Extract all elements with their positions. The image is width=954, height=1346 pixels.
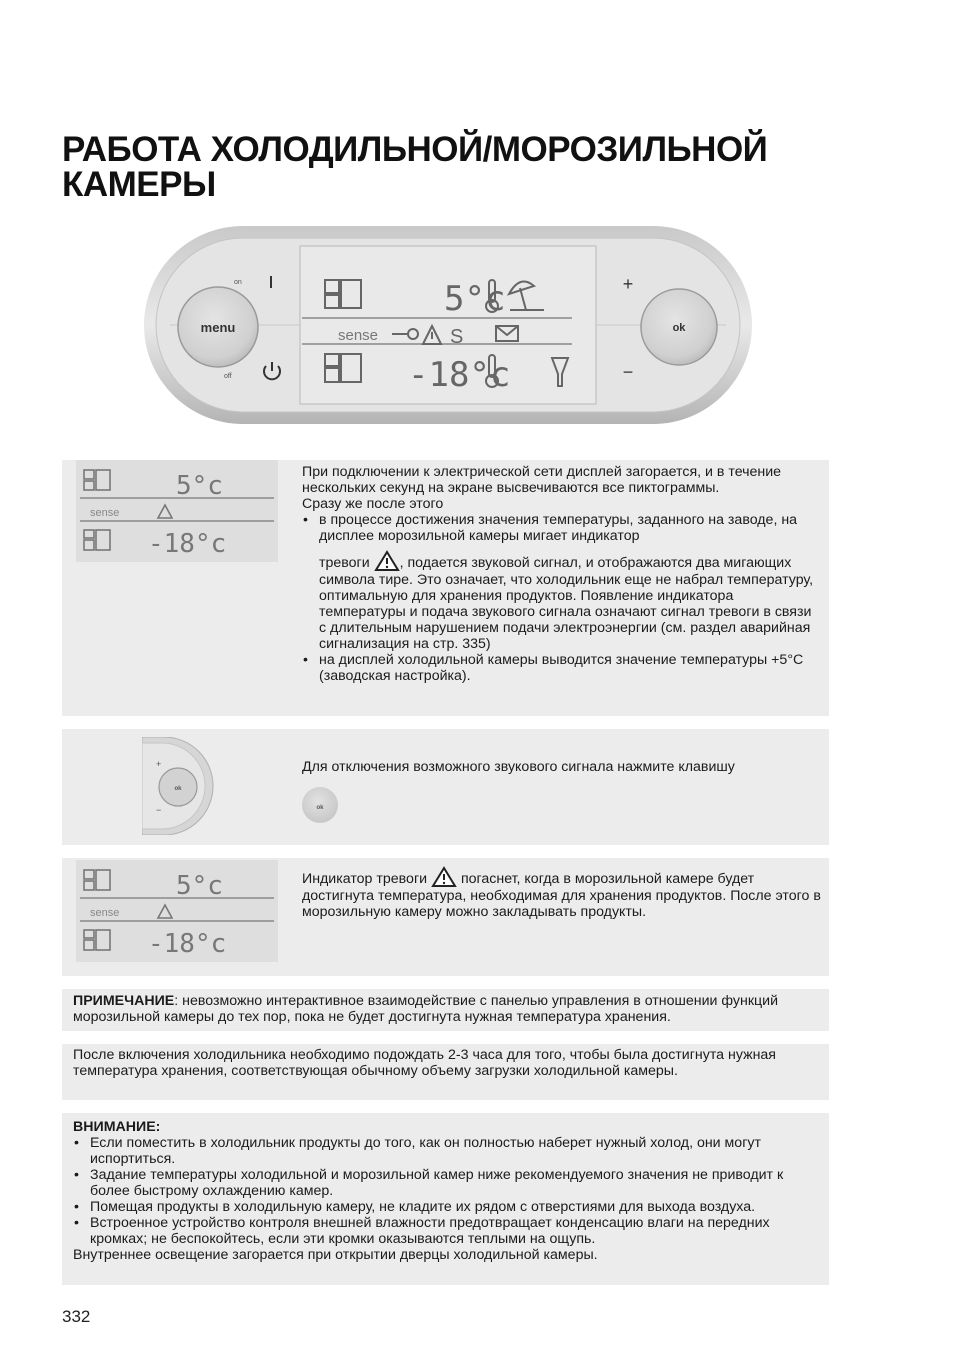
knob-minus: − xyxy=(156,805,162,815)
ok-knob-detail xyxy=(142,737,216,835)
startup-paragraph-2: Сразу же после этого xyxy=(302,496,444,512)
warning-item: • Если поместить в холодильник продукты до того, как он полностью наберет нужный холод, они могут испортиться. xyxy=(73,1135,823,1167)
sense-label: sense xyxy=(338,327,379,344)
startup-bullet-1-b2: , подается звуковой сигнал, и отображаются два мигающих символа тире. Это означает, что холодильник еще не набрал температуру, оптимальную для хранения продуктов. Появление индикатора температуры и подача звукового сигнала означают сигнал тревоги в связи с длительным нарушением подачи электроэнергии (см. раздел аварийная сигнализация на стр. 335) xyxy=(319,555,814,652)
startup-paragraph-1: При подключении к электрической сети дисплей загорается, и в течение нескольких секунд на экране высвечиваются все пиктограммы. xyxy=(302,464,782,496)
alarm-off-text-a: Индикатор тревоги xyxy=(302,871,428,887)
startup-bullet-1-b1: тревоги xyxy=(319,555,370,571)
control-panel xyxy=(142,222,754,428)
note-label: ПРИМЕЧАНИЕ xyxy=(73,993,175,1009)
warning-text xyxy=(73,1119,823,1263)
page-number: 332 xyxy=(62,1307,91,1326)
off-label: off xyxy=(224,373,232,380)
alarm-off-text-b: погаснет, когда в морозильной камере будет достигнута температура, необходимая для хранения продуктов. После этого в морозильную камеру можно закладывать продукты. xyxy=(302,871,821,920)
warning-footer: Внутреннее освещение загорается при открытии дверцы холодильной камеры. xyxy=(73,1247,598,1263)
ok-button[interactable] xyxy=(641,289,717,365)
warning-title: ВНИМАНИЕ: xyxy=(73,1119,161,1135)
mini-freezer-temp: -18°c xyxy=(148,929,227,959)
page-title-line2: КАМЕРЫ xyxy=(62,165,216,204)
plus-button[interactable]: + xyxy=(622,274,634,294)
wait-text: После включения холодильника необходимо подождать 2-3 часа для того, чтобы была достигнута нужная температура хранения, соответствующая обычному объему загрузки холодильной камеры. xyxy=(73,1047,776,1079)
menu-button-label: menu xyxy=(200,320,236,335)
mini-sense-label: sense xyxy=(90,907,120,919)
ok-button-inline-label: ok xyxy=(316,805,324,811)
warning-item: • Встроенное устройство контроля внешней влажности предотвращает конденсацию влаги на передних кромках; не беспокойтесь, если эти кромки оказываются теплыми на ощупь. xyxy=(73,1215,823,1247)
mini-fridge-temp: 5°c xyxy=(176,871,223,901)
minus-button[interactable]: − xyxy=(622,362,634,382)
page-title-line1: РАБОТА ХОЛОДИЛЬНОЙ/МОРОЗИЛЬНОЙ xyxy=(62,130,768,169)
mini-fridge-temp: 5°c xyxy=(176,471,223,501)
note-text xyxy=(73,993,823,1025)
startup-text xyxy=(302,464,822,684)
warning-item: • Помещая продукты в холодильную камеру, не кладите их рядом с отверстиями для выхода воздуха. xyxy=(73,1199,823,1215)
super-freeze-label: S xyxy=(450,326,464,348)
note-body: : невозможно интерактивное взаимодействие с панелью управления в отношении функций морозильной камеры до тех пор, пока не будет достигнута нужная температура хранения. xyxy=(73,993,779,1025)
ok-knob-label: ok xyxy=(174,786,182,792)
alarm-icon xyxy=(374,550,400,572)
mini-sense-label: sense xyxy=(90,507,120,519)
freezer-temperature: -18°c xyxy=(408,355,511,395)
silence-paragraph: Для отключения возможного звукового сигнала нажмите клавишу xyxy=(302,759,735,775)
ok-button-inline[interactable] xyxy=(302,787,338,823)
knob-plus: + xyxy=(156,759,162,769)
on-label: on xyxy=(234,279,242,286)
ok-button-label: ok xyxy=(672,322,686,334)
alarm-icon xyxy=(431,866,457,888)
startup-bullet-1-a: в процессе достижения значения температуры, заданного на заводе, на дисплее морозильной камеры мигает индикатор xyxy=(319,512,798,544)
mini-display-startup xyxy=(76,460,278,562)
startup-bullet-1 xyxy=(302,512,822,652)
mini-display-alarm xyxy=(76,860,278,962)
mini-freezer-temp: -18°c xyxy=(148,529,227,559)
startup-bullet-2: • на дисплей холодильной камеры выводится значение температуры +5°С (заводская настройка). xyxy=(302,652,822,684)
page-title xyxy=(62,132,882,202)
warning-item: • Задание температуры холодильной и морозильной камер ниже рекомендуемого значения не приводит к более быстрому охлаждению камер. xyxy=(73,1167,823,1199)
silence-text xyxy=(302,759,822,827)
fridge-temperature: 5°c xyxy=(444,279,506,319)
menu-button[interactable] xyxy=(178,287,258,367)
alarm-off-text xyxy=(302,866,822,920)
